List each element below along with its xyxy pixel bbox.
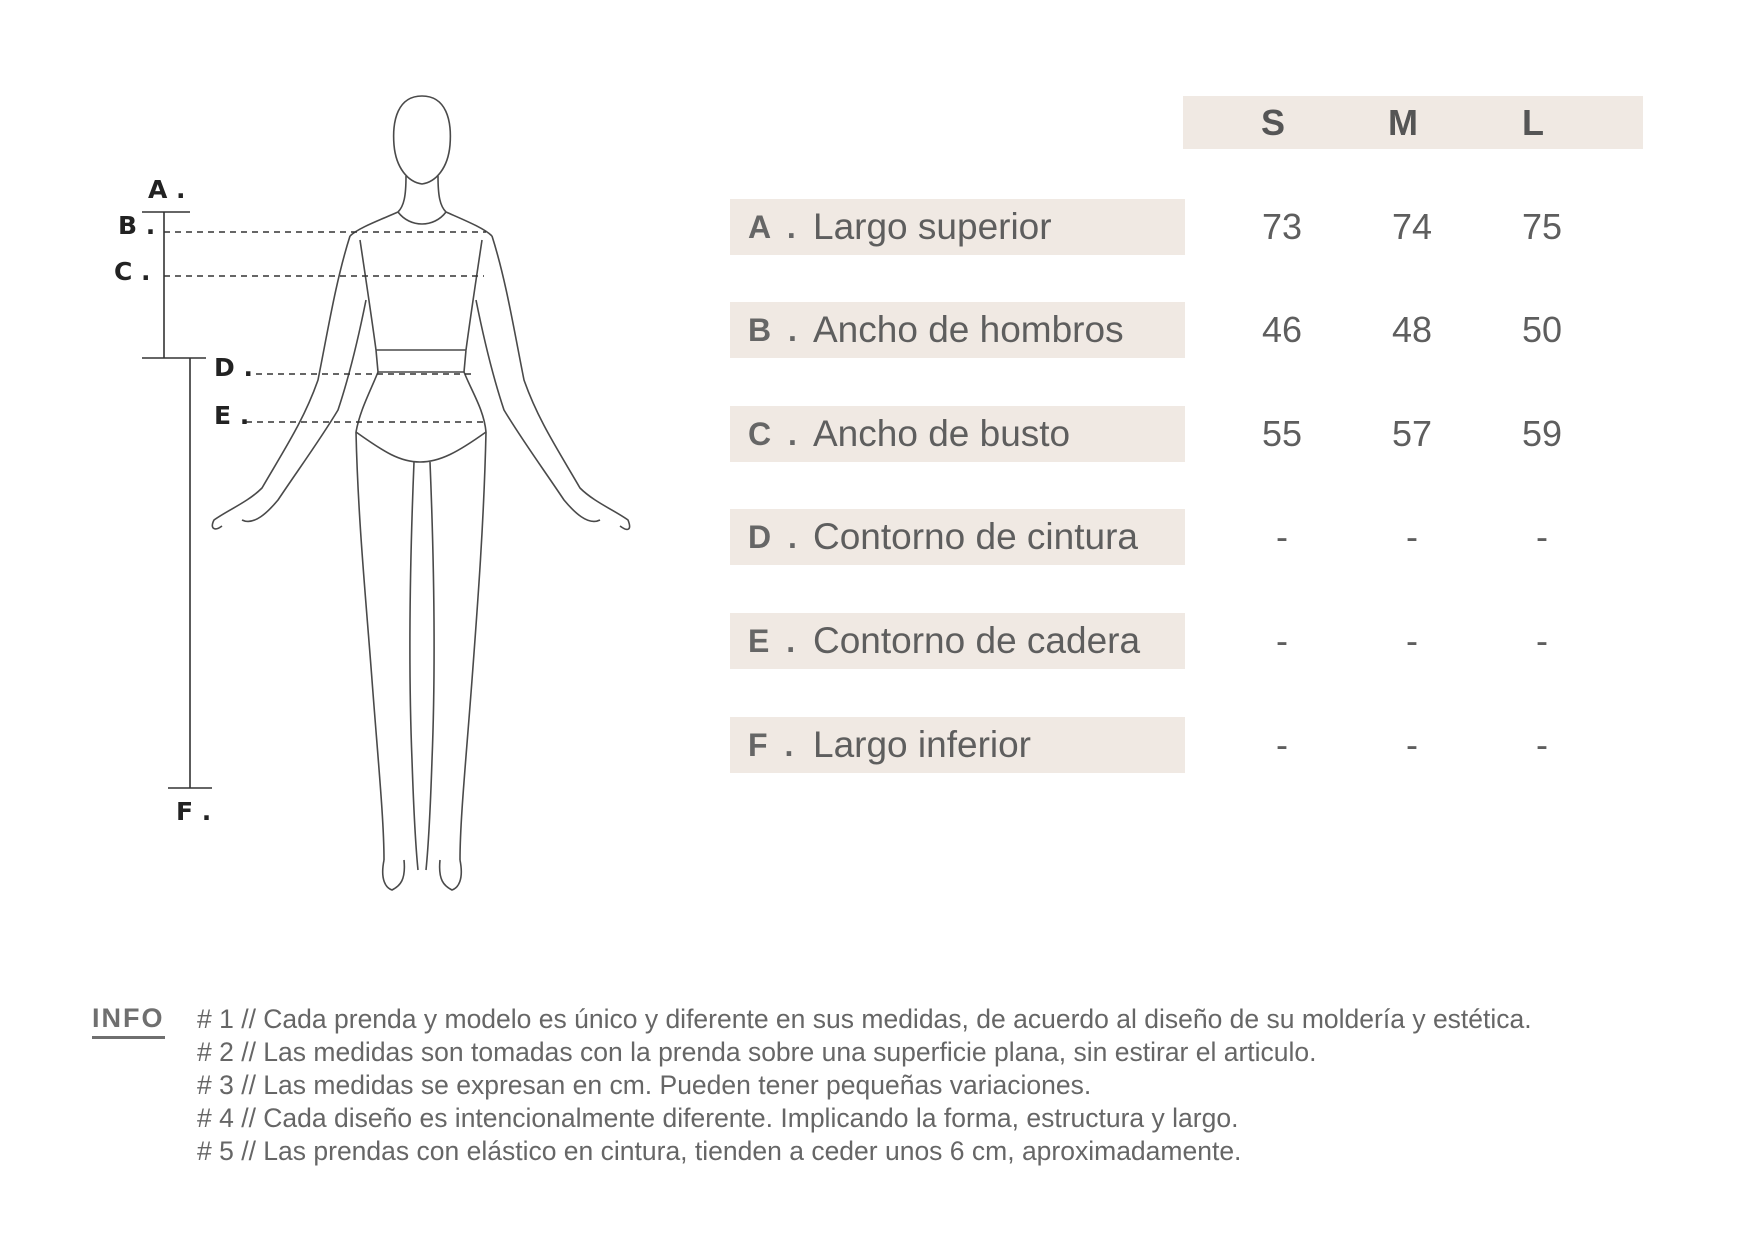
info-title: INFO [92,1003,165,1039]
value-cell: - [1406,516,1418,557]
value-cell: - [1536,724,1548,765]
figure-label-f: F . [176,797,212,826]
value-cell: 50 [1521,309,1563,350]
row-label: Ancho de busto [813,413,1071,454]
info-note: # 2 // Las medidas son tomadas con la prenda sobre una superficie plana, sin estirar el articulo. [197,1037,1317,1067]
row-e [730,613,1185,669]
row-label: Largo superior [813,206,1052,247]
row-c [730,406,1185,462]
value-cell: - [1276,516,1288,557]
info-note: # 4 // Cada diseño es intencionalmente diferente. Implicando la forma, estructura y largo. [197,1103,1239,1133]
info-note: # 5 // Las prendas con elástico en cintura, tienden a ceder unos 6 cm, aproximadamente. [197,1136,1242,1166]
figure-label-b: B . [118,211,156,240]
row-f [730,717,1185,773]
figure-label-d: D . [214,353,253,382]
body-measurement-figure [0,0,680,920]
info-note: # 3 // Las medidas se expresan en cm. Pueden tener pequeñas variaciones. [197,1070,1092,1100]
value-cell: 75 [1521,206,1563,247]
row-label: Contorno de cintura [813,516,1138,557]
row-letter: B . [748,312,801,348]
value-cell: - [1276,620,1288,661]
row-letter: F . [748,727,798,763]
size-s-header: S [1260,102,1285,143]
value-cell: 59 [1521,413,1563,454]
value-cell: 48 [1391,309,1433,350]
row-letter: D . [748,519,801,555]
value-cell: - [1276,724,1288,765]
value-cell: 57 [1391,413,1433,454]
figure-label-a: A . [148,175,186,204]
value-cell: 55 [1261,413,1303,454]
row-letter: C . [748,416,801,452]
row-b [730,302,1185,358]
value-cell: 74 [1391,206,1433,247]
mannequin-outline [212,96,629,890]
row-d [730,509,1185,565]
size-header [1183,96,1643,149]
value-cell: 73 [1261,206,1303,247]
value-cell: - [1406,724,1418,765]
value-cell: - [1536,620,1548,661]
size-l-header: L [1522,102,1544,143]
row-label: Largo inferior [813,724,1032,765]
value-cell: 46 [1261,309,1303,350]
size-m-header: M [1388,102,1418,143]
figure-label-e: E . [214,401,250,430]
row-letter: A . [748,209,800,245]
row-a [730,199,1185,255]
figure-label-c: C . [114,257,151,286]
row-letter: E . [748,623,800,659]
row-label: Ancho de hombros [813,309,1124,350]
info-note: # 1 // Cada prenda y modelo es único y diferente en sus medidas, de acuerdo al diseño de su moldería y estética. [197,1004,1532,1034]
info-notes [197,1003,1532,1168]
value-cell: - [1536,516,1548,557]
row-label: Contorno de cadera [813,620,1141,661]
value-cell: - [1406,620,1418,661]
